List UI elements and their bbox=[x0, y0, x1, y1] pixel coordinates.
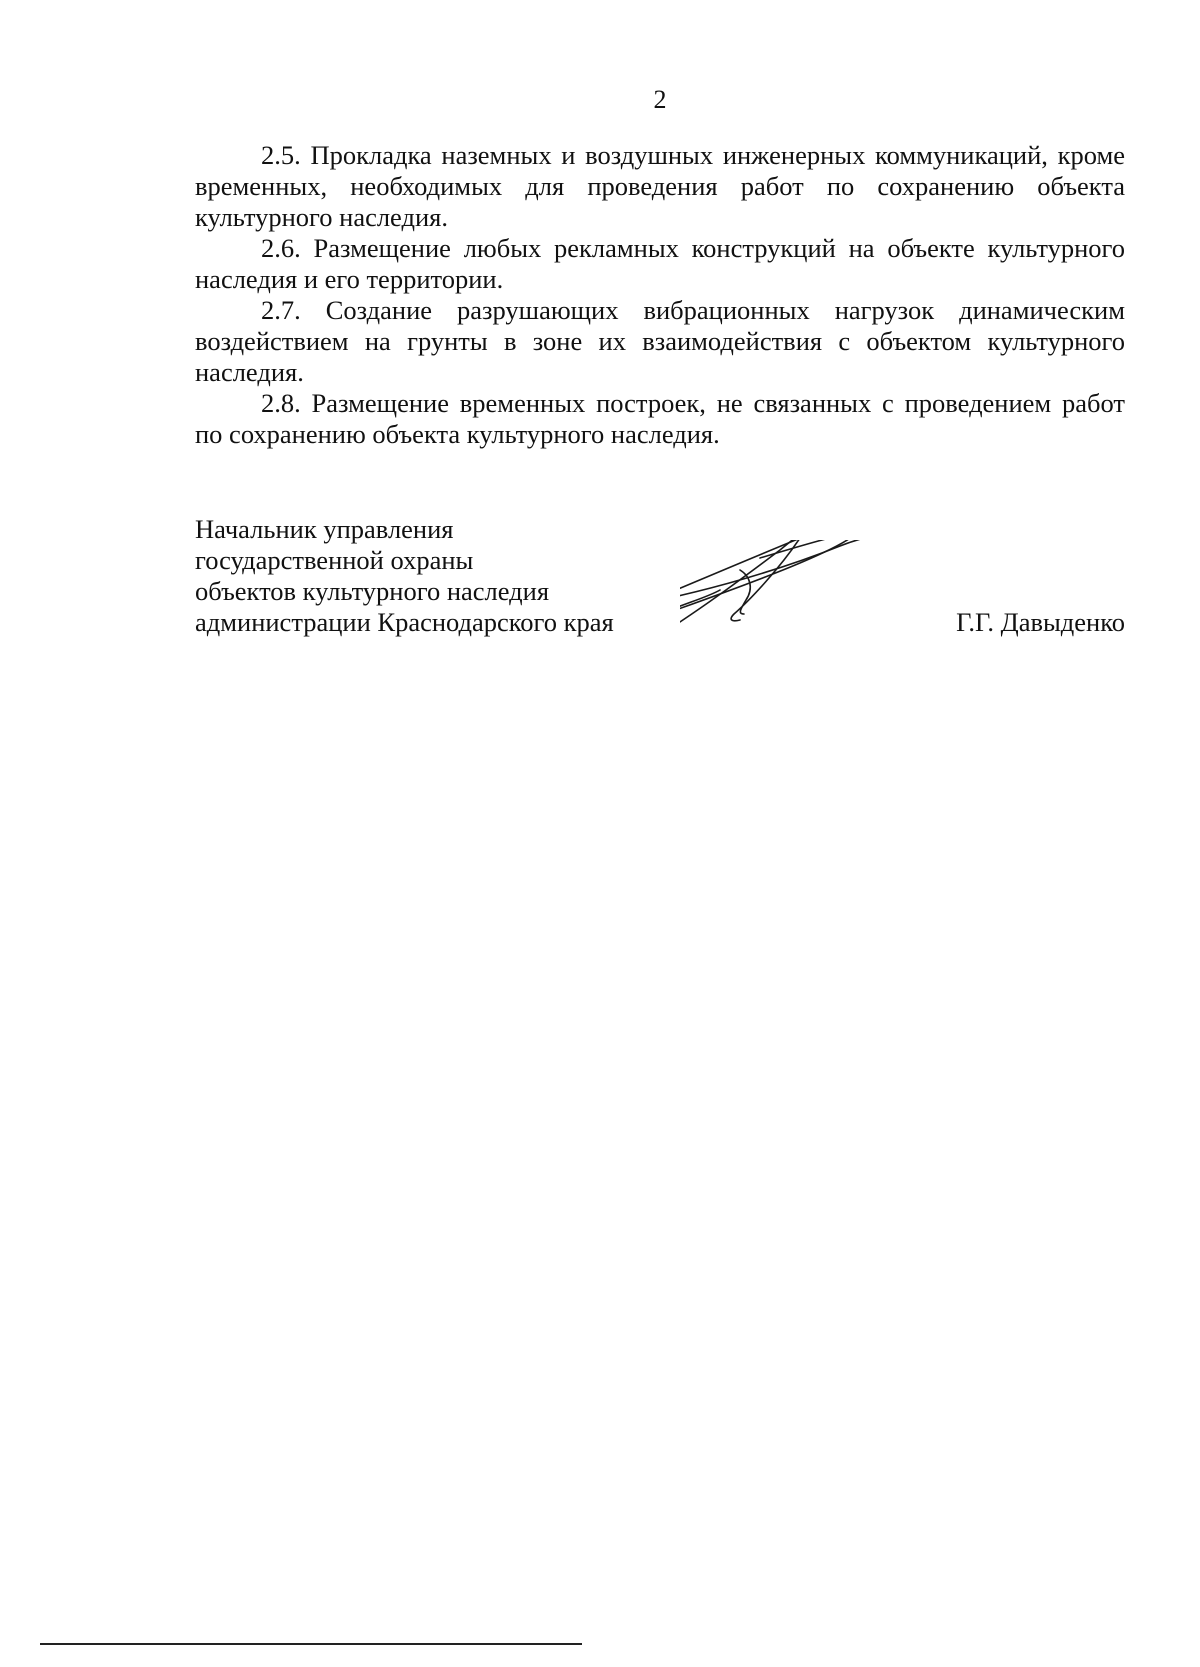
clause-2-7: 2.7. Создание разрушающих вибрационных нагрузок динамическим воздействием на грунты в зоне их взаимодействия с объектом культурного наследия. bbox=[195, 295, 1125, 387]
clause-2-5: 2.5. Прокладка наземных и воздушных инженерных коммуникаций, кроме временных, необходимых для проведения работ по сохранению объекта культурного наследия. bbox=[195, 140, 1125, 232]
signatory-name: Г.Г. Давыденко bbox=[956, 607, 1125, 637]
signatory-title-line: государственной охраны bbox=[195, 545, 474, 575]
signatory-title-line: объектов культурного наследия bbox=[195, 576, 550, 606]
clause-2-6: 2.6. Размещение любых рекламных конструкций на объекте культурного наследия и его территории. bbox=[195, 233, 1125, 294]
document-body bbox=[195, 140, 1125, 450]
footer-rule bbox=[40, 1643, 582, 1645]
signatory-title-line: Начальник управления bbox=[195, 514, 454, 544]
clause-2-8: 2.8. Размещение временных построек, не связанных с проведением работ по сохранению объекта культурного наследия. bbox=[195, 388, 1125, 449]
page-number: 2 bbox=[653, 85, 667, 114]
signatory-title-line: администрации Краснодарского края bbox=[195, 607, 614, 637]
signature-block bbox=[195, 514, 1125, 674]
handwritten-signature bbox=[680, 540, 960, 680]
